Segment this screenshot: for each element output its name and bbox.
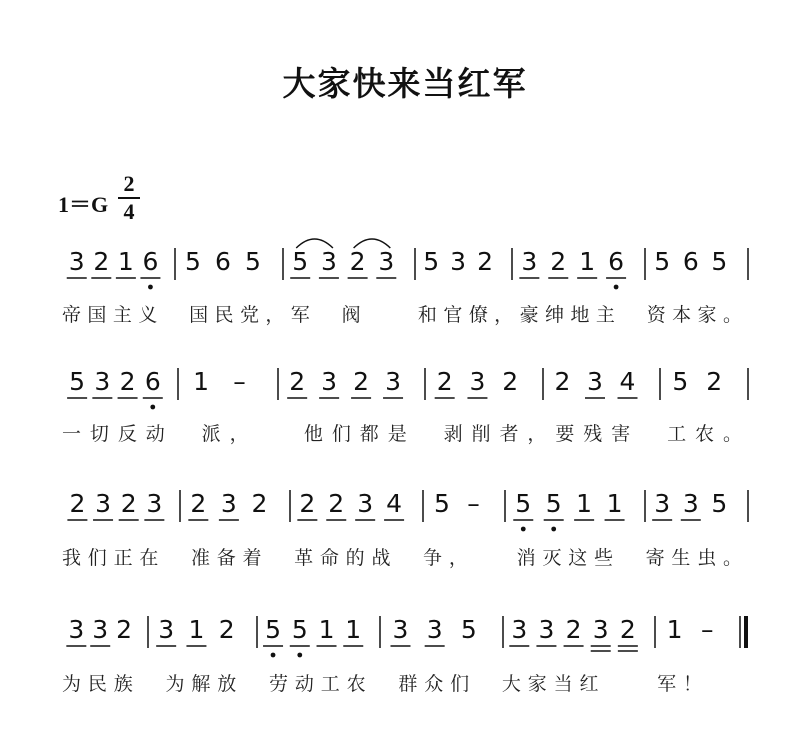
note: 5 <box>545 489 562 518</box>
note: 3 <box>68 247 85 276</box>
note: 5 <box>292 247 309 276</box>
lyrics-line: 为民族 为解放 劳动工农 群众们 大家当红 军！ <box>62 673 702 695</box>
note: 2 <box>349 247 366 276</box>
note: 3 <box>521 247 538 276</box>
note: 1 <box>193 367 210 396</box>
song-title: 大家快来当红军 <box>282 64 528 103</box>
low-octave-dot <box>297 653 302 658</box>
low-octave-dot <box>271 653 276 658</box>
key-signature: 1＝G <box>58 192 109 217</box>
note: 3 <box>426 615 443 644</box>
note: 2 <box>477 247 494 276</box>
note: 3 <box>320 247 337 276</box>
note: 2 <box>550 247 567 276</box>
low-octave-dot <box>614 285 619 290</box>
note: 2 <box>554 367 571 396</box>
low-octave-dot <box>148 285 153 290</box>
time-signature-top: 2 <box>123 171 135 196</box>
lyrics-line: 帝国主义 国民党，军 阀 和官僚，豪绅地主 资本家。 <box>62 304 742 326</box>
note: 1 <box>579 247 596 276</box>
note: 2 <box>289 367 306 396</box>
note: 3 <box>220 489 237 518</box>
note: 6 <box>215 247 231 276</box>
note: 1 <box>117 247 134 276</box>
note: 6 <box>608 247 625 276</box>
note: 5 <box>672 367 689 396</box>
note: 3 <box>392 615 409 644</box>
note: 3 <box>378 247 395 276</box>
note: 3 <box>94 367 111 396</box>
note: 3 <box>92 615 109 644</box>
note: 2 <box>119 367 136 396</box>
note: – <box>233 367 246 396</box>
note: 3 <box>385 367 401 396</box>
note: 5 <box>291 615 308 644</box>
note: 1 <box>576 489 593 518</box>
note: 1 <box>606 489 623 518</box>
note: 1 <box>666 615 683 644</box>
note: 2 <box>251 489 268 518</box>
note: 2 <box>328 489 345 518</box>
note: 2 <box>190 489 207 518</box>
note: 2 <box>436 367 453 396</box>
note: 3 <box>682 489 699 518</box>
note: 2 <box>116 615 133 644</box>
note: 3 <box>321 367 338 396</box>
note: 2 <box>565 615 582 644</box>
note: 5 <box>423 247 440 276</box>
note: 2 <box>619 615 636 644</box>
note: 3 <box>158 615 175 644</box>
note: 2 <box>120 489 137 518</box>
note: 5 <box>711 247 728 276</box>
note: – <box>467 489 480 518</box>
note: 2 <box>353 367 370 396</box>
note: 3 <box>654 489 671 518</box>
note: 3 <box>511 615 528 644</box>
time-signature-bottom: 4 <box>123 199 135 224</box>
note: 3 <box>450 247 467 276</box>
low-octave-dot <box>521 527 526 532</box>
note: 5 <box>654 247 671 276</box>
note: 5 <box>433 489 450 518</box>
note: 3 <box>592 615 609 644</box>
note: 2 <box>706 367 723 396</box>
note: 1 <box>188 615 205 644</box>
note: 3 <box>538 615 555 644</box>
note: 6 <box>142 247 159 276</box>
note: 1 <box>345 615 362 644</box>
note: 2 <box>93 247 110 276</box>
note: 5 <box>265 615 281 644</box>
note: 5 <box>711 489 728 518</box>
note: 3 <box>68 615 85 644</box>
note: 6 <box>682 247 699 276</box>
note: 5 <box>69 367 86 396</box>
note: 2 <box>502 367 519 396</box>
note: 5 <box>515 489 532 518</box>
note: 4 <box>619 367 636 396</box>
note: 5 <box>460 615 477 644</box>
low-octave-dot <box>150 405 155 410</box>
note: 3 <box>146 489 163 518</box>
note: 2 <box>299 489 316 518</box>
note: 4 <box>386 489 403 518</box>
note: 2 <box>69 489 86 518</box>
note: 5 <box>185 247 201 276</box>
note: 3 <box>95 489 111 518</box>
note: 3 <box>357 489 374 518</box>
note: 1 <box>318 615 335 644</box>
low-octave-dot <box>551 527 556 532</box>
lyrics-line: 我们正在 准备着 革命的战 争， 消灭这些 寄生虫。 <box>62 547 742 569</box>
note: – <box>701 615 714 644</box>
note: 3 <box>469 367 486 396</box>
note: 5 <box>245 247 261 276</box>
note: 3 <box>587 367 603 396</box>
lyrics-line: 一切反动 派， 他们都是 剥削者，要残害 工农。 <box>62 423 742 445</box>
note: 2 <box>218 615 235 644</box>
note: 6 <box>144 367 161 396</box>
